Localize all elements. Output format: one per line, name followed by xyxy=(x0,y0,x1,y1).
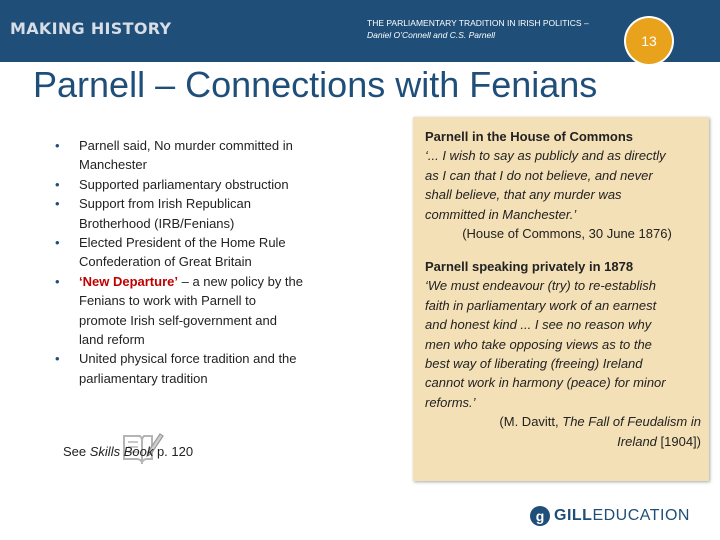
bullet-icon: • xyxy=(55,196,60,212)
chapter-context xyxy=(367,17,617,41)
chapter-title: THE PARLIAMENTARY TRADITION IN IRISH POLITICS – xyxy=(367,18,589,28)
header-bar xyxy=(0,0,720,62)
slide-title: Parnell – Connections with Fenians xyxy=(33,64,598,105)
bullet-icon: • xyxy=(55,351,60,367)
bullet-item: • Parnell said, No murder committed in Manchester xyxy=(55,138,293,173)
bullet-item: • Elected President of the Home Rule Confederation of Great Britain xyxy=(55,235,286,270)
bullet-icon: • xyxy=(55,138,60,153)
quote-heading: Parnell speaking privately in 1878 xyxy=(425,259,634,274)
bullet-icon: • xyxy=(55,235,60,251)
quote-source: (House of Commons, 30 June 1876) xyxy=(462,226,672,242)
bullet-list xyxy=(54,136,339,388)
bullet-icon: • xyxy=(55,273,60,289)
bullet-icon: • xyxy=(55,176,60,192)
gill-logo-icon: g xyxy=(530,506,550,526)
quote-commons: Parnell in the House of Commons ‘... I wish to say as publicly and as directly as I can that I do not believe, and never shall believe, that any murder was committed in Manchester.’ (House of Commons, 30 June 1876) xyxy=(425,127,709,243)
bullet-item: • Support from Irish Republican Brotherhood (IRB/Fenians) xyxy=(55,196,251,231)
quote-source-cont: Ireland [1904]) xyxy=(617,433,701,449)
slide-number-badge: 13 xyxy=(626,18,672,64)
brand-logo: MAKING HISTORY xyxy=(10,19,172,38)
quotes-panel xyxy=(413,117,709,481)
bullet-item: • Supported parliamentary obstruction xyxy=(54,175,339,194)
new-departure-highlight: ‘New Departure’ xyxy=(79,273,178,289)
gill-education-logo: g GILL EDUCATION xyxy=(530,505,690,527)
skills-book-title: Skills Book xyxy=(89,444,154,459)
quote-heading: Parnell in the House of Commons xyxy=(425,129,634,144)
bullet-item: • ‘New Departure’ – a new policy by the Fenians to work with Parnell to promote Irish self-government and land reform xyxy=(55,273,304,348)
quote-source: (M. Davitt, The Fall of Feudalism in xyxy=(499,414,701,430)
skills-book-reference: See Skills Book p. 120 xyxy=(63,444,194,459)
quote-private: Parnell speaking privately in 1878 ‘We must endeavour (try) to re-establish faith in parliamentary work of an earnest and honest kind ... I see no reason why men who take opposing views as to the best way of liberating (freeing) Ireland cannot work in harmony (peace) for minor reforms.’ (M. Davitt, The Fall of Feudalism in Ireland [1904]) xyxy=(425,257,709,451)
chapter-subtitle: Daniel O’Connell and C.S. Parnell xyxy=(367,30,496,40)
bullet-item: • United physical force tradition and the parliamentary tradition xyxy=(55,351,297,386)
